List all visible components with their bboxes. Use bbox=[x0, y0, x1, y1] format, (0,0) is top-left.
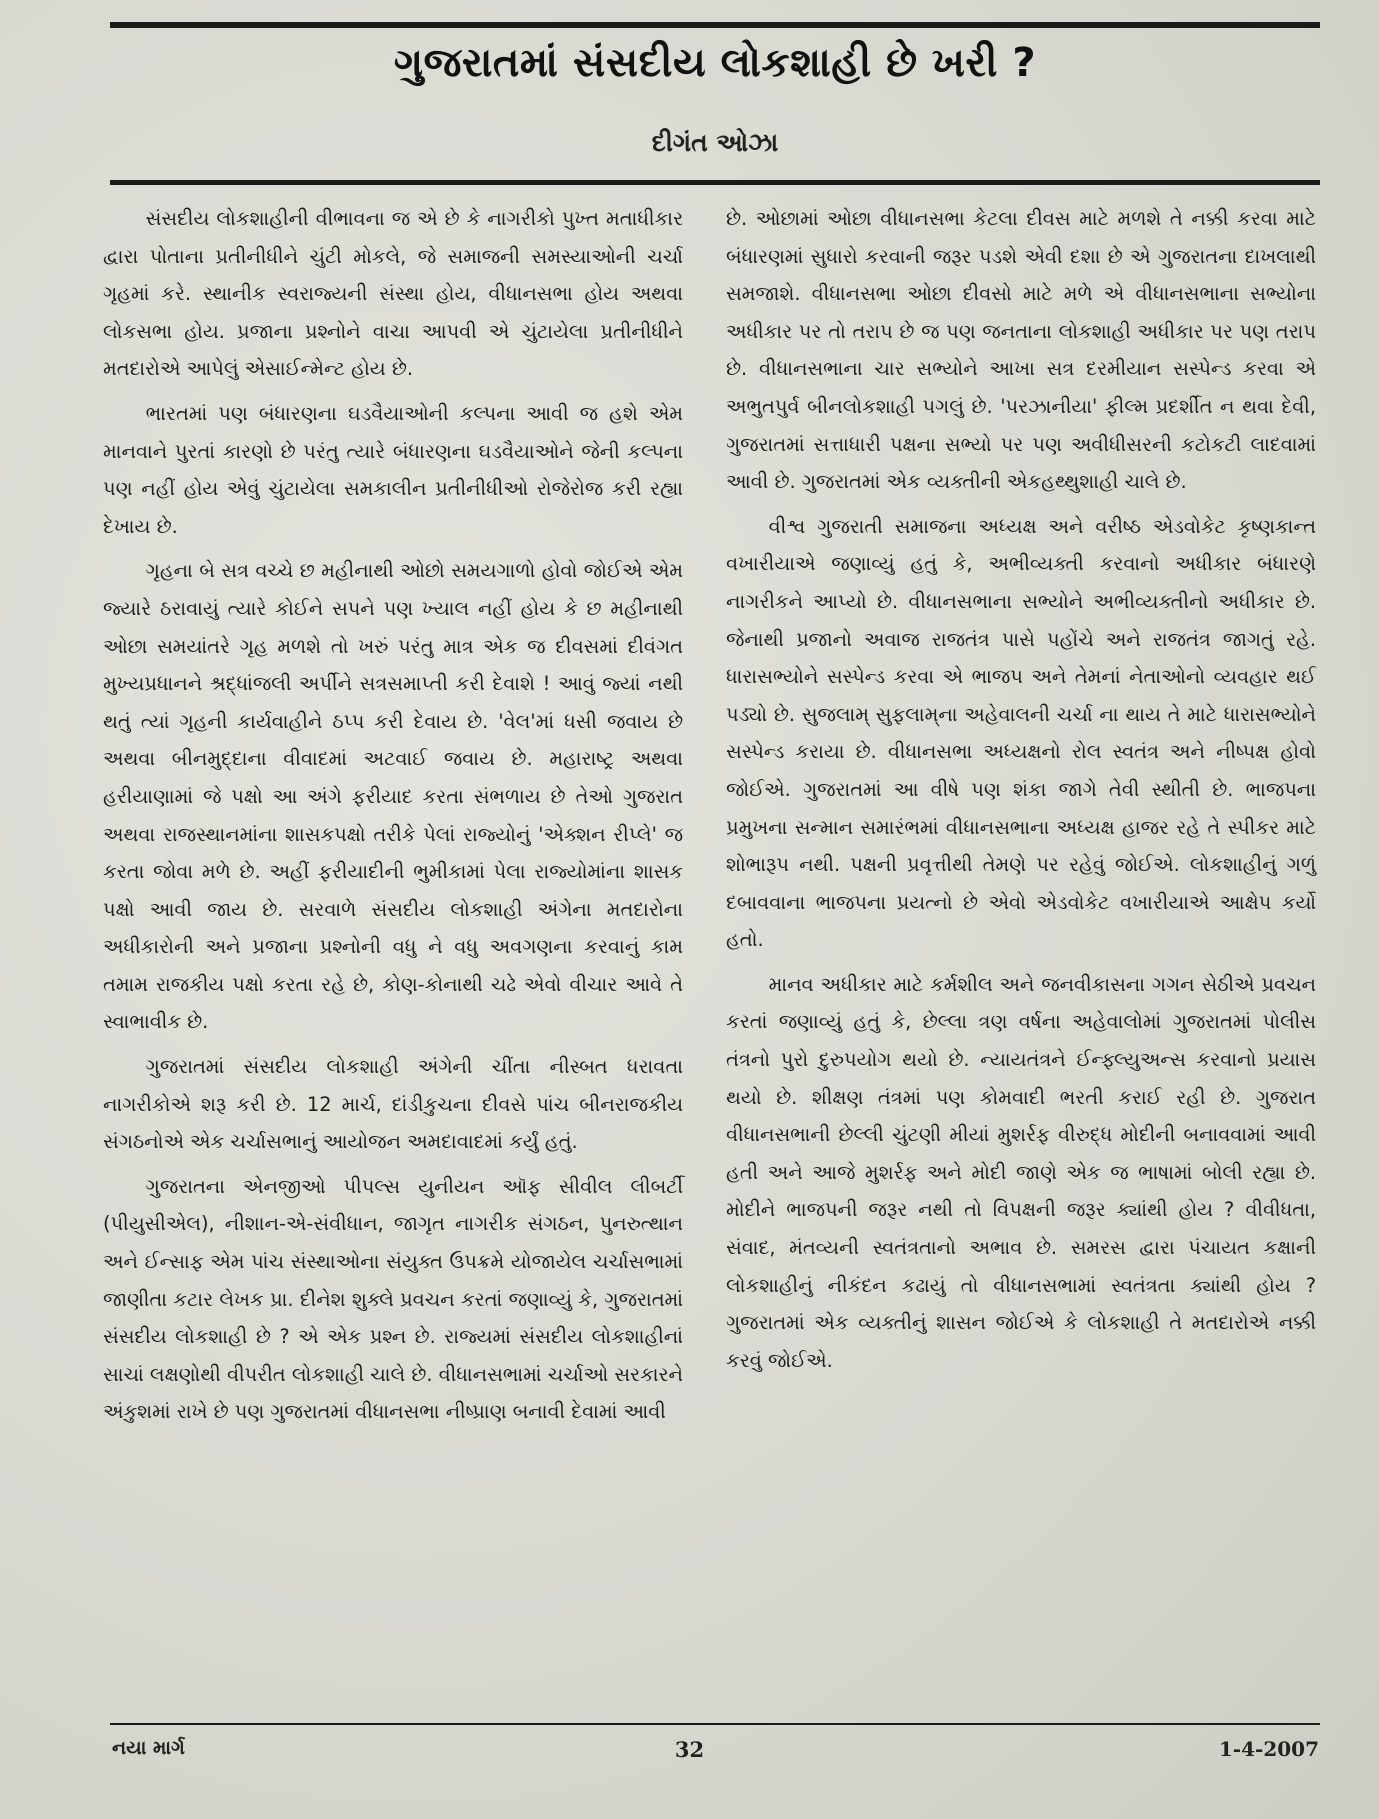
author-byline: દીગંત ઓઝા bbox=[651, 128, 779, 157]
paragraph: ગુજરાતમાં સંસદીય લોકશાહી અંગેની ચીંતા નીસ્બત ધરાવતા નાગરીકોએ શરૂ કરી છે. 12 માર્ચ, દાંડીકુચના દીવસે પાંચ બીનરાજકીય સંગઠનોએ એક ચર્ચાસભાનું આયોજન અમદાવાદમાં કર્યું હતું. bbox=[103, 1055, 683, 1154]
paragraph: ભારતમાં પણ બંધારણના ઘડવૈયાઓની કલ્પના આવી જ હશે એમ માનવાને પુરતાં કારણો છે પરંતુ ત્યારે બંધારણના ઘડવૈયાઓને જેની કલ્પના પણ નહીં હોય એવું ચુંટાયેલા સમકાલીન પ્રતીનીધીઓ રોજેરોજ કરી રહ્યા દેખાય છે. bbox=[103, 401, 683, 538]
left-column bbox=[103, 200, 683, 1438]
paragraph: સંસદીય લોકશાહીની વીભાવના જ એ છે કે નાગરીકો પુખ્ત મતાધીકાર દ્વારા પોતાના પ્રતીનીધીને ચુંટી મોકલે, જે સમાજની સમસ્યાઓની ચર્ચા ગૃહમાં કરે. સ્થાનીક સ્વરાજ્યની સંસ્થા હોય, વીધાનસભા હોય અથવા લોકસભા હોય. પ્રજાના પ્રશ્નોને વાચા આપવી એ ચુંટાયેલા પ્રતીનીધીને મતદારોએ આપેલું એસાઈન્મેન્ટ હોય છે. bbox=[103, 207, 683, 381]
paragraph: માનવ અધીકાર માટે કર્મશીલ અને જનવીકાસના ગગન સેઠીએ પ્રવચન કરતાં જણાવ્યું હતું કે, છેલ્લા ત્રણ વર્ષના અહેવાલોમાં ગુજરાતમાં પોલીસ તંત્રનો પુરો દુરુપયોગ થયો છે. ન્યાયતંત્રને ઈન્ફ્લ્યુઅન્સ કરવાનો પ્રયાસ થયો છે. શીક્ષણ તંત્રમાં પણ કોમવાદી ભરતી કરાઈ રહી છે. ગુજરાત વીધાનસભાની છેલ્લી ચુંટણી મીયાં મુશર્રફ વીરુદ્ધ મોદીની બનાવવામાં આવી હતી અને આજે મુશર્રફ અને મોદી જાણે એક જ ભાષામાં બોલી રહ્યા છે. મોદીને ભાજપની જરૂર નથી તો વિપક્ષની જરૂર ક્યાંથી હોય ? વીવીધતા, સંવાદ, મંતવ્યની સ્વતંત્રતાનો અભાવ છે. સમરસ દ્વારા પંચાયત કક્ષાની લોકશાહીનું નીકંદન કઢાયું તો વીધાનસભામાં સ્વતંત્રતા ક્યાંથી હોય ? ગુજરાતમાં એક વ્યક્તીનું શાસન જોઈએ કે લોકશાહી તે મતદારોએ નક્કી કરવું જોઈએ. bbox=[726, 972, 1316, 1372]
paragraph: ગુજરાતના એનજીઓ પીપલ્સ યુનીયન ઑફ સીવીલ લીબર્ટી (પીયુસીએલ), નીશાન-એ-સંવીધાન, જાગૃત નાગરીક સંગઠન, પુનરુત્થાન અને ઈન્સાફ એમ પાંચ સંસ્થાઓના સંયુક્ત ઉપક્રમે યોજાયેલ ચર્ચાસભામાં જાણીતા કટાર લેખક પ્રા. દીનેશ શુક્લે પ્રવચન કરતાં જણાવ્યું કે, ગુજરાતમાં સંસદીય લોકશાહી છે ? એ એક પ્રશ્ન છે. રાજ્યમાં સંસદીય લોકશાહીનાં સાચાં લક્ષણોથી વીપરીત લોકશાહી ચાલે છે. વીધાનસભામાં ચર્ચાઓ સરકારને અંકુશમાં રાખે છે પણ ગુજરાતમાં વીધાનસભા નીષ્પ્રાણ બનાવી દેવામાં આવી bbox=[103, 1174, 683, 1424]
paragraph-continued: છે. ઓછામાં ઓછા વીધાનસભા કેટલા દીવસ માટે મળશે તે નક્કી કરવા માટે બંધારણમાં સુધારો કરવાની જરૂર પડશે એવી દશા છે એ ગુજરાતના દાખલાથી સમજાશે. વીધાનસભા ઓછા દીવસો માટે મળે એ વીધાનસભાના સભ્યોના અધીકાર પર તો તરાપ છે જ પણ જનતાના લોકશાહી અધીકાર પર પણ તરાપ છે. વીધાનસભાના ચાર સભ્યોને આખા સત્ર દરમીયાન સસ્પેન્ડ કરવા એ અભુતપુર્વ બીનલોકશાહી પગલું છે. 'પરઝાનીયા' ફીલ્મ પ્રદર્શીત ન થવા દેવી, ગુજરાતમાં સત્તાધારી પક્ષના સભ્યો પર પણ અવીધીસરની કટોકટી લાદવામાં આવી છે. ગુજરાતમાં એક વ્યક્તીની એકહથ્થુશાહી ચાલે છે. bbox=[726, 207, 1316, 494]
publication-name: નયા માર્ગ bbox=[112, 1737, 185, 1759]
right-column bbox=[726, 200, 1316, 1386]
paragraph: ગૃહના બે સત્ર વચ્ચે છ મહીનાથી ઓછો સમયગાળો હોવો જોઈએ એમ જ્યારે ઠરાવાયું ત્યારે કોઈને સપને પણ ખ્યાલ નહીં હોય કે છ મહીનાથી ઓછા સમયાંતરે ગૃહ મળશે તો ખરું પરંતુ માત્ર એક જ દીવસમાં દીવંગત મુખ્યપ્રધાનને શ્રદ્ધાંજલી અર્પીને સત્રસમાપ્તી કરી દેવાશે ! આવું જ્યાં નથી થતું ત્યાં ગૃહની કાર્યવાહીને ઠપ્પ કરી દેવાય છે. 'વેલ'માં ધસી જવાય છે અથવા બીનમુદ્દાના વીવાદમાં અટવાઈ જવાય છે. મહારાષ્ટ્ર અથવા હરીયાણામાં જે પક્ષો આ અંગે ફરીયાદ કરતા સંભળાય છે તેઓ ગુજરાત અથવા રાજસ્થાનમાંના શાસકપક્ષો તરીકે પેલાં રાજ્યોનું 'એક્શન રીપ્લે' જ કરતા જોવા મળે છે. અહીં ફરીયાદીની ભુમીકામાં પેલા રાજ્યોમાંના શાસક પક્ષો આવી જાય છે. સરવાળે સંસદીય લોકશાહી અંગેના મતદારોના અધીકારોની અને પ્રજાના પ્રશ્નોની વધુ ને વધુ અવગણના કરવાનું કામ તમામ રાજકીય પક્ષો કરતા રહે છે, કોણ-કોનાથી ચઢે એવો વીચાર આવે તે સ્વાભાવીક છે. bbox=[103, 559, 683, 1034]
issue-date: 1-4-2007 bbox=[1218, 1737, 1319, 1761]
page-number: 32 bbox=[674, 1737, 705, 1762]
top-rule bbox=[110, 22, 1320, 28]
footer-rule bbox=[110, 1723, 1320, 1725]
header-rule bbox=[110, 180, 1320, 185]
article-title: ગુજરાતમાં સંસદીય લોકશાહી છે ખરી ? bbox=[393, 40, 1037, 86]
paragraph: વીશ્વ ગુજરાતી સમાજના અધ્યક્ષ અને વરીષ્ઠ એડવોકેટ કૃષ્ણકાન્ત વખારીયાએ જણાવ્યું હતું કે, અભીવ્યક્તી કરવાનો અધીકાર બંધારણે નાગરીકને આપ્યો છે. વીધાનસભાના સભ્યોને અભીવ્યક્તીનો અધીકાર છે. જેનાથી પ્રજાનો અવાજ રાજતંત્ર પાસે પહોંચે અને રાજતંત્ર જાગતું રહે. ધારાસભ્યોને સસ્પેન્ડ કરવા એ ભાજપ અને તેમનાં નેતાઓનો વ્યવહાર થઈ પડ્યો છે. સુજલામ્ સુફલામ્‌ના અહેવાલની ચર્ચા ના થાય તે માટે ધારાસભ્યોને સસ્પેન્ડ કરાયા છે. વીધાનસભા અધ્યક્ષનો રોલ સ્વતંત્ર અને નીષ્પક્ષ હોવો જોઈએ. ગુજરાતમાં આ વીષે પણ શંકા જાગે તેવી સ્થીતી છે. ભાજપના પ્રમુખના સન્માન સમારંભમાં વીધાનસભાના અધ્યક્ષ હાજર રહે તે સ્પીકર માટે શોભારૂપ નથી. પક્ષની પ્રવૃત્તીથી તેમણે પર રહેવું જોઈએ. લોકશાહીનું ગળું દબાવવાના ભાજપના પ્રયત્નો છે એવો એડવોકેટ વખારીયાએ આક્ષેપ કર્યો હતો. bbox=[726, 514, 1316, 952]
